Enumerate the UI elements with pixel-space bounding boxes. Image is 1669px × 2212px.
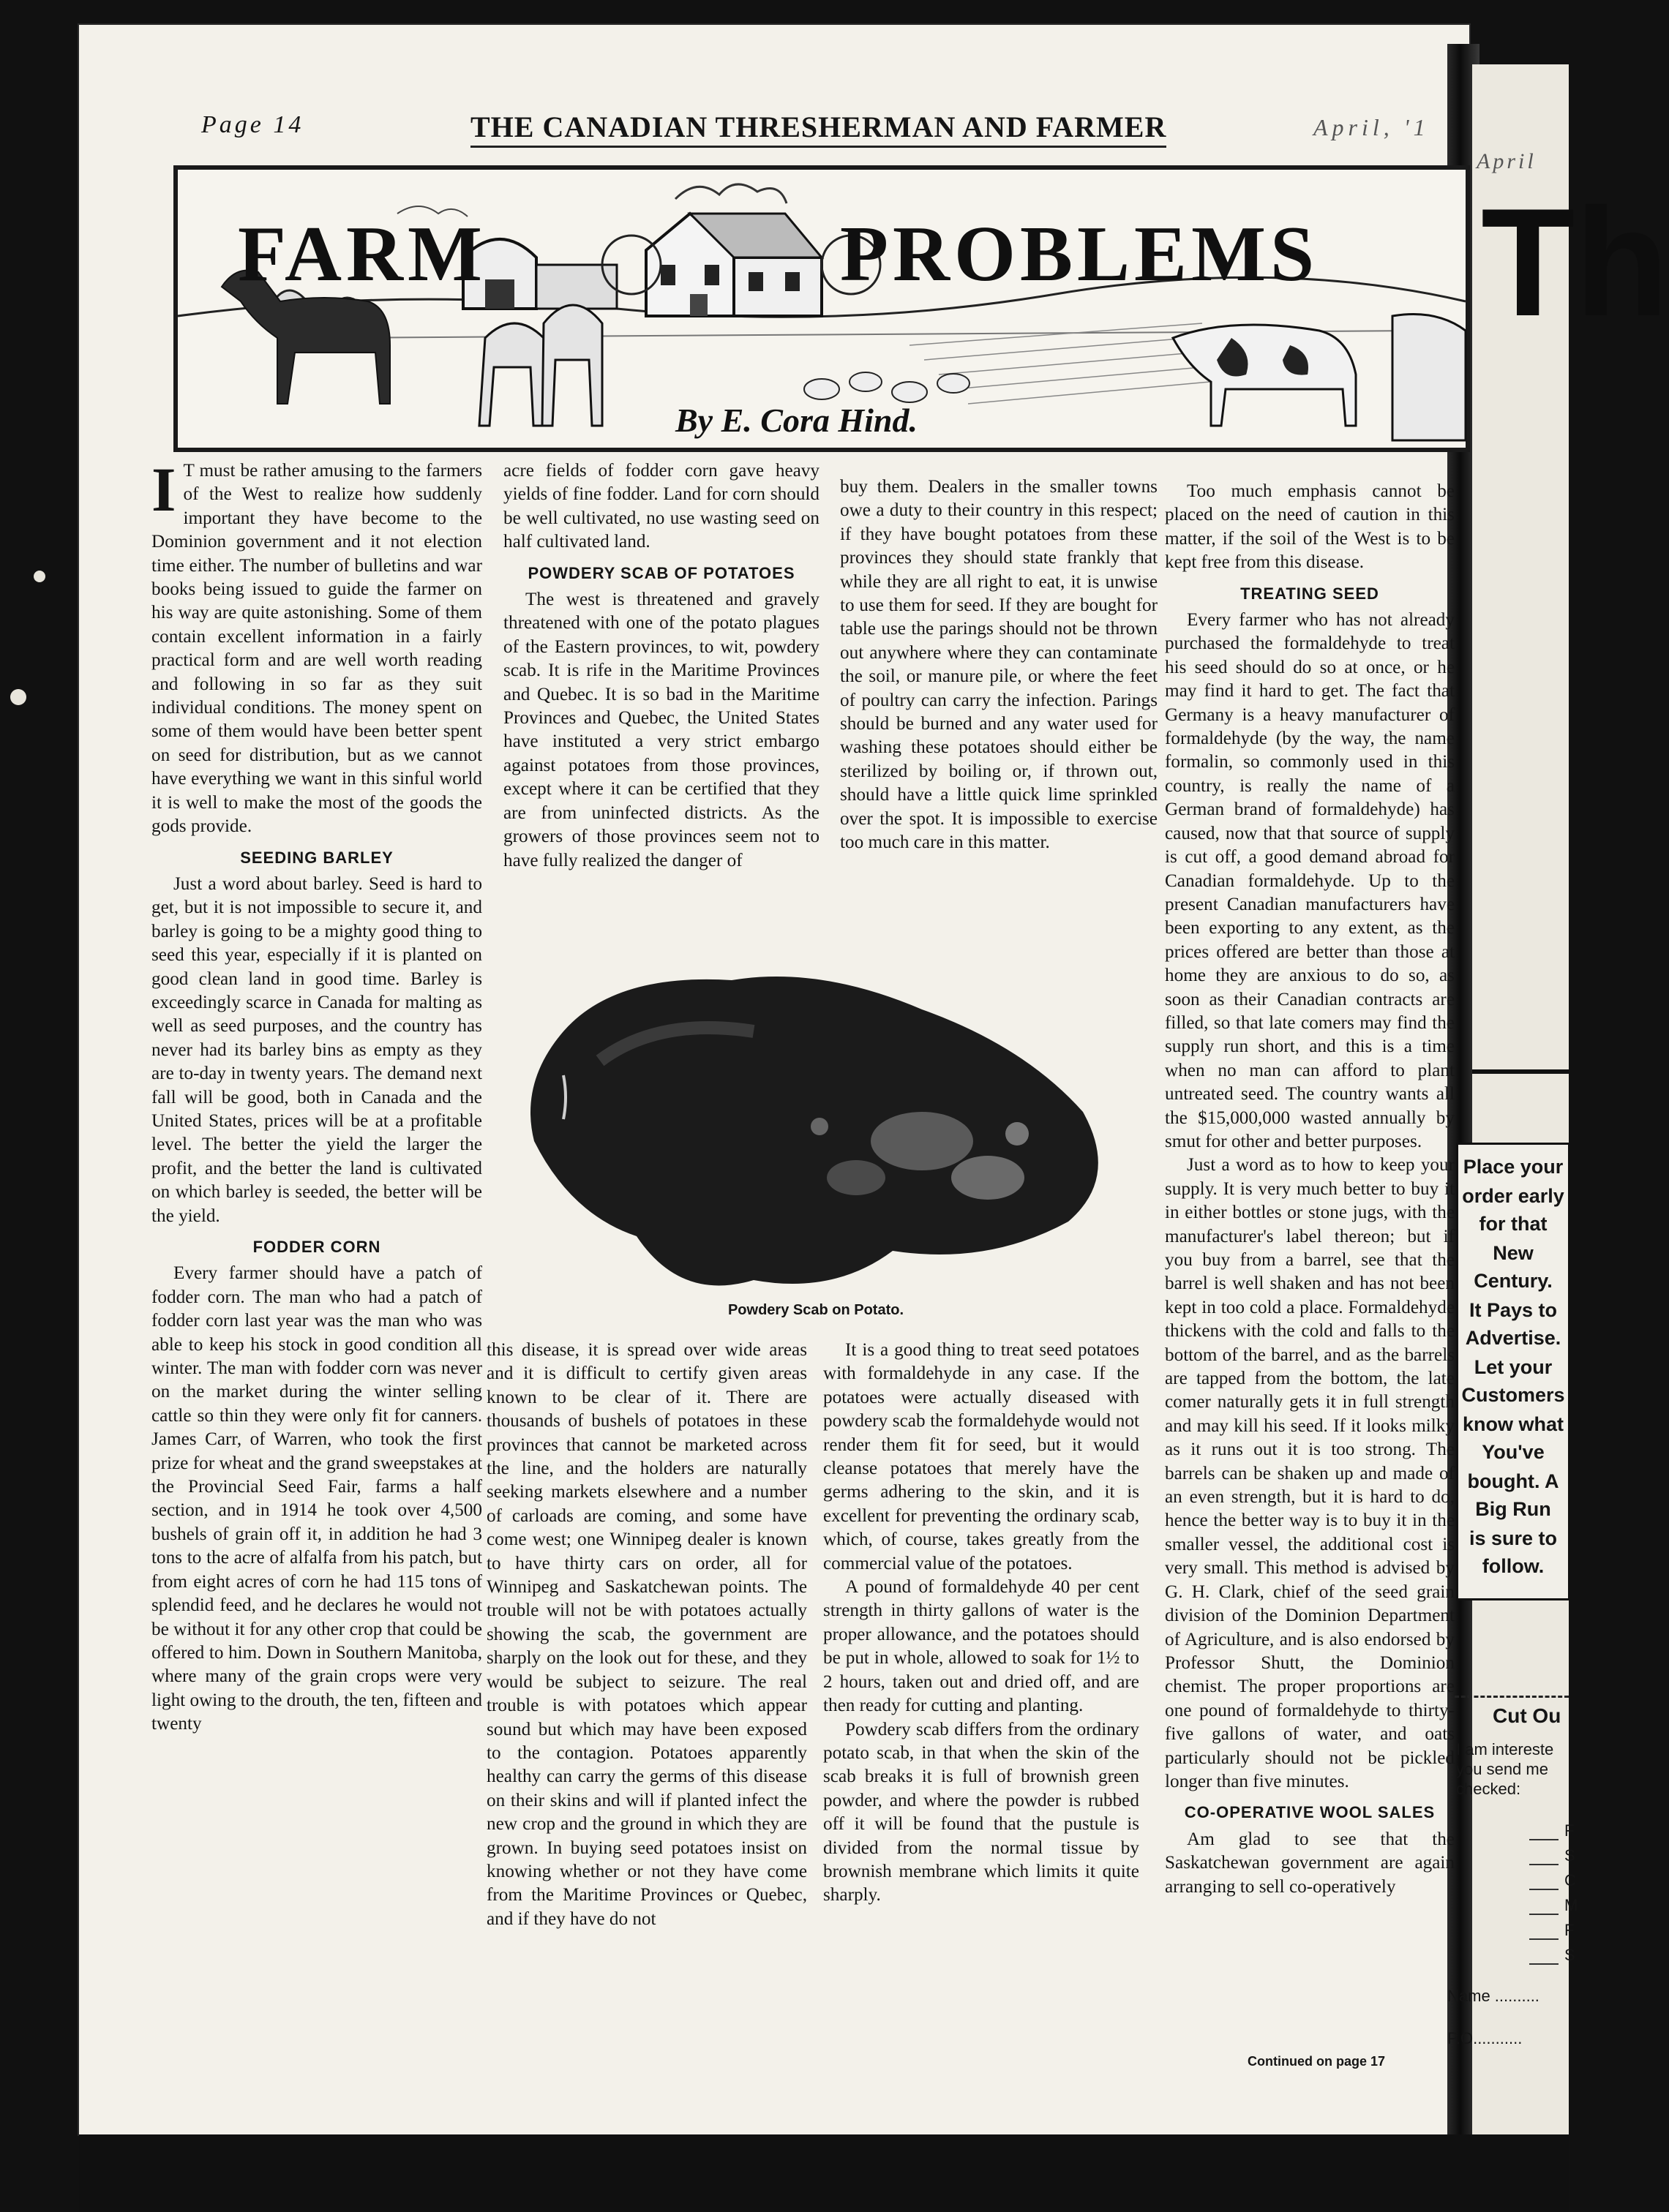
coupon-checkbox-label: S <box>1564 1946 1575 1964</box>
potato-photo <box>512 958 1119 1302</box>
section-heading-seeding-barley: SEEDING BARLEY <box>240 848 394 867</box>
ad-line: New <box>1493 1242 1534 1264</box>
continued-note: Continued on page 17 <box>1248 2054 1386 2069</box>
ad-line: know what <box>1462 1413 1564 1435</box>
coupon-checkbox-label: F <box>1564 1821 1575 1840</box>
ad-line: Big Run <box>1475 1498 1551 1520</box>
coupon-checkbox[interactable] <box>1529 1870 1559 1890</box>
formaldehyde-paragraph: It is a good thing to treat seed potatoes with formaldehyde in any case. If the potatoes were actually diseased with powdery scab the formaldehyde would not render them fit for seed, but it would cleanse potatoes that merely have the germs adhering to the skin, and it is excellent for preventing the ordinary scab, which, of course, takes greatly from the commercial value of the potatoes. <box>823 1340 1139 1573</box>
right-page-rule <box>1472 1069 1569 1074</box>
coupon-checkbox-label: M <box>1564 1896 1578 1914</box>
right-page-header: April <box>1477 149 1537 173</box>
cow-icon <box>1392 315 1466 441</box>
coupon-checkbox-label: C <box>1564 1871 1576 1889</box>
ad-line: follow. <box>1482 1555 1545 1577</box>
powdery-scab-description-paragraph: Powdery scab differs from the ordinary potato scab, in that when the skin of the scab breaks it is full of brownish green powder, and where the powder is rubbed off it will be found that the pustule is divided from the normal tissue by brownish membrane which limits it quite sharply. <box>823 1719 1139 1906</box>
section-heading-fodder-corn: FODDER CORN <box>252 1238 381 1256</box>
emphasis-paragraph: Too much emphasis cannot be placed on the need of caution in this matter, if the soil of the West is to be kept free from this disease. <box>1165 481 1455 573</box>
drop-cap: I <box>151 454 176 524</box>
treating-seed-paragraph-1: Every farmer who has not already purchased the formaldehyde to treat his seed should do so at once, or he may find it hard to get. The fact that Germany is a heavy manufacturer of formaldehyde (by the way, the name formalin, so commonly used in this country, is really the name of a German brand of formaldehyde) has caused, now that that source of supply is cut off, a good demand abroad for Canadian formaldehyde. Up to the present Canadian manufacturers have been exporting to any extent, as the prices offered are better than those at home they are anxious to do so, as soon as their Canadian contracts are filled, so that late comers may find the supply run short, and this is a time when no man can afford to plant untreated seed. The country wants all the $15,000,000 wasted annually by smut for other and better purposes. <box>1165 610 1455 1151</box>
author-byline: By E. Cora Hind. <box>675 402 918 439</box>
masthead-title: THE CANADIAN THRESHERMAN AND FARMER <box>470 110 1166 148</box>
coupon-instructions: I am intereste you send me checked: <box>1456 1740 1554 1798</box>
cooperative-wool-paragraph: Am glad to see that the Saskatchewan government are again arranging to sell co-operatively <box>1165 1829 1455 1897</box>
seeding-barley-paragraph: Just a word about barley. Seed is hard to get, but it is not impossible to secure it, and barley is going to be a mighty good thing to seed this year, especially if it is planted on good clean land in good time. Barley is exceedingly scarce in Canada for malting as well as seed purposes, and the country has never had its barley bins as empty as they are to-day in twenty years. The demand next fall will be good, both in Canada and the United States, prices will be at a profitable level. The better the yield the larger the profit, and the better the land is cultivated on which barley is seeded, the better will be the yield. <box>151 873 482 1226</box>
ad-line: Let your <box>1474 1356 1553 1378</box>
ad-line: Century. <box>1474 1270 1553 1292</box>
ad-line: Advertise. <box>1465 1327 1561 1349</box>
coupon-checkbox[interactable] <box>1529 1845 1559 1865</box>
sheep-icon <box>804 379 839 399</box>
article-column-3-bottom <box>823 1339 1139 1908</box>
sheep-icon <box>849 372 882 391</box>
sheep-icon <box>937 374 969 393</box>
banner-title-farm: FARM <box>238 211 487 298</box>
fodder-corn-paragraph: Every farmer should have a patch of fodder corn. The man who had a patch of fodder corn last year was the man who was able to keep his stock in good condition all winter. The man with fodder corn was never on the market during the winter selling cattle so thin they were only fit for canners. James Carr, of Warren, who took the first prize for wheat and the grand sweepstakes at the Provincial Seed Fair, farms a half section, and in 1914 he took over 4,500 bushels of grain off it, in addition he had 3 tons to the acre of alfalfa from his patch, but from eight acres of corn he had 115 tons of splendid feed, and he declares he would not be without it for any other crop that could be offered to him. Down in Southern Manitoba, where many of the grain crops were very light owing to the drouth, the ten, fifteen and twenty <box>151 1263 482 1734</box>
ad-line: is sure to <box>1469 1527 1558 1549</box>
section-heading-cooperative-wool: CO-OPERATIVE WOOL SALES <box>1184 1803 1436 1822</box>
coupon-title: Cut Ou <box>1493 1704 1561 1727</box>
coupon-checkbox[interactable] <box>1529 1820 1559 1840</box>
article-column-2-top <box>503 459 820 873</box>
banner-title-problems: PROBLEMS <box>840 211 1319 298</box>
cow-icon <box>1173 325 1356 426</box>
ad-line: It Pays to <box>1469 1299 1558 1321</box>
issue-date: April, '1 <box>1313 114 1430 140</box>
fodder-corn-continued: acre fields of fodder corn gave heavy yields of fine fodder. Land for corn should be well cultivated, no use wasting seed on half cultivated land. <box>503 461 820 552</box>
ad-line: bought. A <box>1467 1470 1559 1492</box>
scan-speck <box>34 571 45 582</box>
farm-problems-banner <box>173 165 1470 452</box>
scan-background <box>79 2134 1569 2212</box>
powdery-scab-continued: buy them. Dealers in the smaller towns owe a duty to their country in this respect; if they have bought potatoes from these provinces they should state frankly that while they are all right to eat, it is unwise to use them for seed. If they are bought for table use the parings should not be thrown out anywhere where they can contaminate the soil, or manure pile, or where the feet of poultry can carry the infection. Parings should be burned and any water used for washing these potatoes should either be sterilized by boiling or, if thrown out, should have a little quick lime sprinkled over the spot. It is impossible to exercise too much care in this matter. <box>840 477 1158 853</box>
section-heading-powdery-scab: POWDERY SCAB OF POTATOES <box>528 563 795 582</box>
ad-line: You've <box>1482 1441 1545 1463</box>
ad-line: for that <box>1479 1213 1548 1235</box>
article-column-1 <box>151 454 482 1737</box>
coupon-name-field[interactable]: Name .......... <box>1447 1987 1539 2005</box>
section-heading-treating-seed: TREATING SEED <box>1240 584 1379 603</box>
page-number: Page 14 <box>201 111 304 138</box>
photo-caption: Powdery Scab on Potato. <box>727 1302 904 1318</box>
right-page-headline: Th <box>1481 176 1669 348</box>
running-head <box>201 110 1489 154</box>
formaldehyde-proportion-paragraph: A pound of formaldehyde 40 per cent strength in thirty gallons of water is the proper allowance, and the potatoes should be put in whole, allowed to soak for 1½ to 2 hours, taken out and dried off, and are then ready for cutting and planting. <box>823 1577 1139 1716</box>
coupon-checkbox[interactable] <box>1529 1919 1559 1940</box>
coupon-checkbox-label: F <box>1564 1921 1575 1939</box>
powdery-scab-continued-2: this disease, it is spread over wide areas and it is difficult to certify given areas known to be clear of it. There are thousands of bushels of potatoes in these provinces that cannot be marketed across the line, and the holders are naturally seeking markets elsewhere and a number of carloads are coming, and some have come west; one Winnipeg dealer is known to have thirty cars on order, all for Winnipeg and Saskatchewan points. The trouble will not be with potatoes actually showing the scab, the government are sharply on the look out for these, and they would be subject to seizure. The real trouble is with potatoes which appear sound but which may have been exposed to the contagion. Potatoes apparently healthy can carry the germs of this disease on their skins and will if planted infect the new crop and the ground in which they are grown. In buying seed potatoes insist on knowing whether or not they have come from the Maritime Provinces or Quebec, and if they have do not <box>487 1340 807 1929</box>
coupon-po-field[interactable]: P.O........... <box>1447 2029 1523 2047</box>
farmhouse-icon <box>646 214 822 316</box>
article-column-3-top <box>840 475 1158 855</box>
sheep-icon <box>892 382 927 402</box>
intro-paragraph: T must be rather amusing to the farmers of the West to realize how suddenly important they have become to the Dominion government and it not election time either. The number of bulletins and war books being issued to guide the farmer on his way are quite astonishing. Some of them contain excellent information in a fairly practical form and are well worth reading and following in so far as they suit individual conditions. The money spent on some of them would have been better spent on seed for distribution, but as we cannot have everything we want in this sinful world it is well to make the most of the goods the gods provide. <box>151 461 482 837</box>
ad-line: Customers <box>1461 1384 1565 1406</box>
coupon-checkbox[interactable] <box>1529 1944 1559 1965</box>
powdery-scab-paragraph: The west is threatened and gravely threatened with one of the potato plagues of the Eastern provinces, to wit, powdery scab. It is rife in the Maritime Provinces and Quebec. It is so bad in the Maritime Provinces and Quebec, the United States have instituted a very strict embargo against potatoes from those provinces, except where it can be certified that they are from uninfected districts. As the growers of those provinces seem not to have fully realized the danger of <box>503 590 820 870</box>
ad-line: order early <box>1462 1185 1564 1207</box>
scan-speck <box>10 689 26 705</box>
treating-seed-paragraph-2: Just a word as to how to keep your supply. It is very much better to buy it in either bottles or stone jugs, with the manufacturer's label thereon; but if you buy from a barrel, see that the barrel is well shaken and has not been kept in too cold a place. Formaldehyde thickens with the cold and falls to the bottom of the barrel, and as the barrels are tapped from the bottom, the late comer naturally gets it in full strength and may kill his seed. If it looks milky as it runs out it is too strong. The barrels can be shaken up and made of an even strength, but it is hard to do, hence the better way is to buy it in the smaller vessel, the additional cost is very small. This method is advised by G. H. Clark, chief of the seed grain division of the Dominion Department of Agriculture, and is also endorsed by Professor Shutt, the Dominion chemist. The proper proportions are one pound of formaldehyde to thirty-five gallons of water, and oats particularly should not be pickled longer than five minutes. <box>1165 1155 1455 1791</box>
article-column-4 <box>1165 480 1455 2051</box>
po-label: P.O. <box>1447 2029 1478 2047</box>
ad-line: Place your <box>1463 1156 1564 1178</box>
coupon-checkbox[interactable] <box>1529 1895 1559 1915</box>
coupon-checkbox-label: S <box>1564 1846 1575 1865</box>
name-label: Name <box>1447 1987 1490 2005</box>
article-column-2-bottom <box>487 1339 807 1931</box>
horse-icon <box>479 305 602 426</box>
